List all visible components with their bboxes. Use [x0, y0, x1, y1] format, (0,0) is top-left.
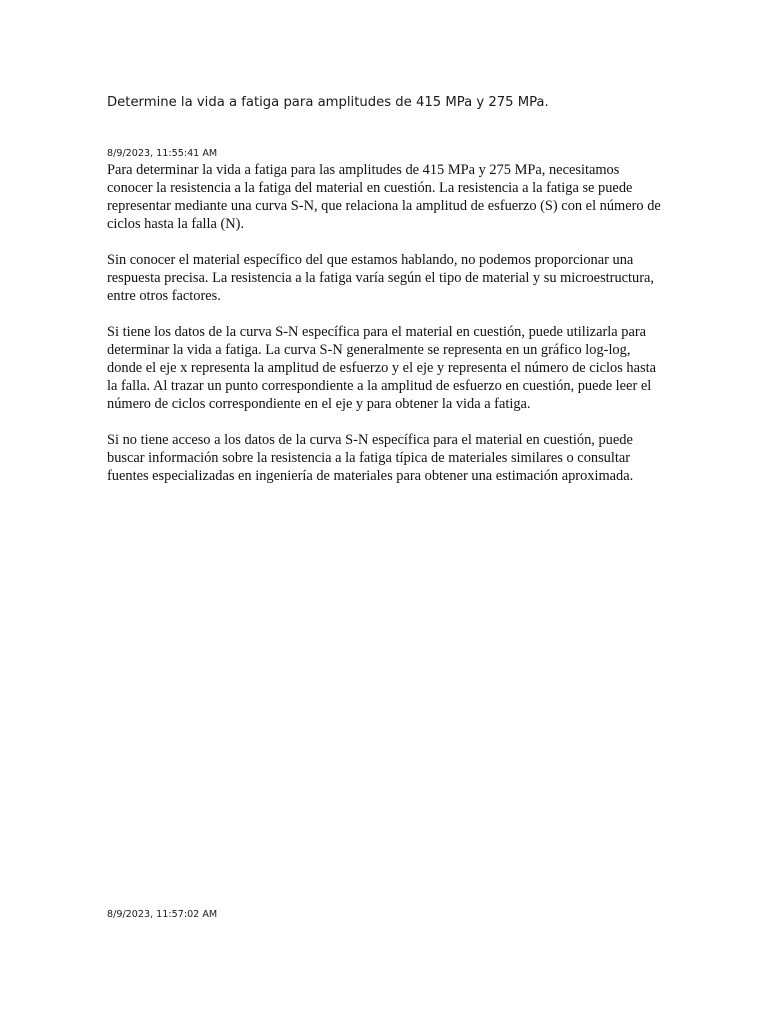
answer-body: [107, 161, 662, 485]
question-heading: Determine la vida a fatiga para amplitudes de 415 MPa y 275 MPa.: [107, 95, 549, 110]
answer-timestamp: 8/9/2023, 11:55:41 AM: [107, 148, 218, 159]
answer-paragraph: Sin conocer el material específico del que estamos hablando, no podemos proporcionar una respuesta precisa. La resistencia a la fatiga varía según el tipo de material y su microestructura, entre otros factores.: [107, 252, 655, 304]
footer-timestamp: 8/9/2023, 11:57:02 AM: [107, 909, 218, 920]
answer-paragraph: Si no tiene acceso a los datos de la curva S-N específica para el material en cuestión, puede buscar información sobre la resistencia a la fatiga típica de materiales similares o consultar fuentes especializadas en ingeniería de materiales para obtener una estimación aproximada.: [107, 432, 634, 484]
answer-paragraph: Para determinar la vida a fatiga para las amplitudes de 415 MPa y 275 MPa, necesitamos conocer la resistencia a la fatiga del material en cuestión. La resistencia a la fatiga se puede representar mediante una curva S-N, que relaciona la amplitud de esfuerzo (S) con el número de ciclos hasta la falla (N).: [107, 162, 661, 232]
answer-paragraph: Si tiene los datos de la curva S-N específica para el material en cuestión, puede utilizarla para determinar la vida a fatiga. La curva S-N generalmente se representa en un gráfico log-log, donde el eje x representa la amplitud de esfuerzo y el eje y representa el número de ciclos hasta la falla. Al trazar un punto correspondiente a la amplitud de esfuerzo en cuestión, puede leer el número de ciclos correspondiente en el eje y para obtener la vida a fatiga.: [107, 324, 657, 412]
